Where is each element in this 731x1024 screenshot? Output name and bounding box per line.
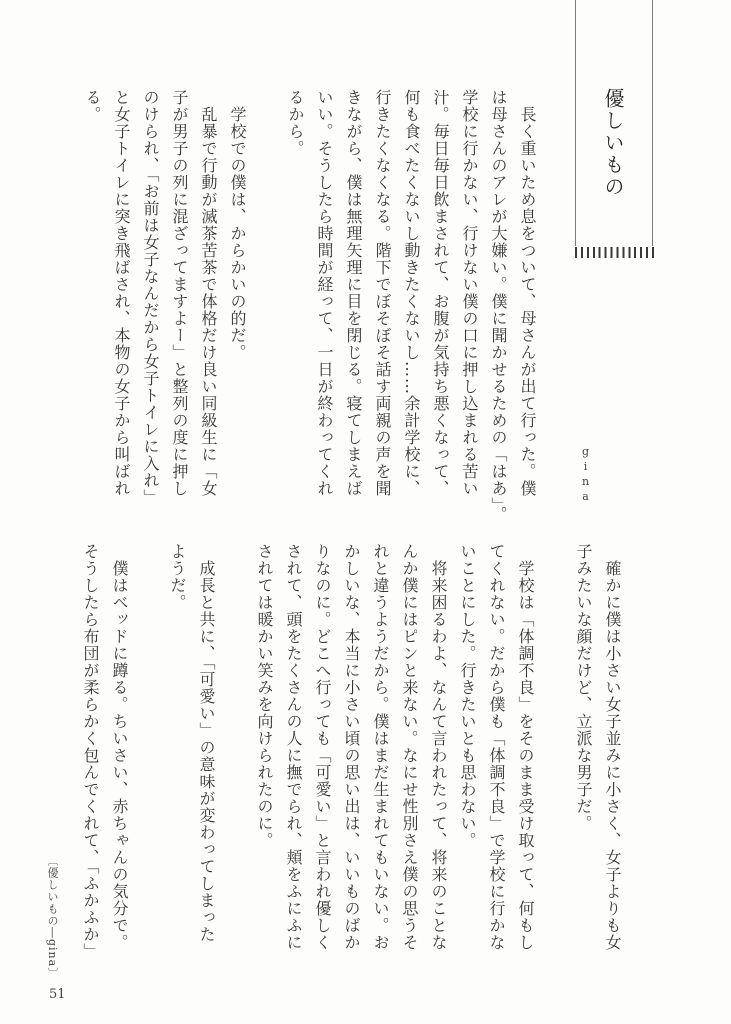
- text-line: は母さんのアレが大嫌い。僕に聞かせるための「はあ」。: [489, 89, 508, 523]
- text-line: されては暖かい笑みを向けられたのに。: [255, 543, 274, 849]
- text-line: 僕はベッドに蹲る。ちいさい、赤ちゃんの気分で。: [110, 543, 129, 951]
- title-fringe-decoration: [575, 247, 655, 258]
- text-line: 乱暴で行動が滅茶苦茶で体格だけ良い同級生に「女: [199, 89, 218, 497]
- text-line: 学校に行かない、行けない僕の口に押し込まれる苦い: [460, 89, 479, 497]
- text-line: 子みたいな顔だけど、立派な男子だ。: [574, 543, 593, 832]
- text-line: てくれない。だから僕も「体調不良」で学校に行かな: [487, 543, 506, 951]
- text-line: 子が男子の列に混ざってますよー」と整列の度に押し: [170, 89, 189, 497]
- text-line: 行きたくなくなる。階下でぼそぼそ話す両親の声を聞: [373, 89, 392, 497]
- blank-line: [252, 89, 281, 529]
- text-line: 将来困るわよ、なんて言われたって、将来のことな: [429, 543, 448, 951]
- text-line: れと違うようだから。僕はまだ生まれてもいない。お: [371, 543, 390, 951]
- text-line: りなのに。どこへ行っても「可愛い」と言われ優しく: [313, 543, 332, 951]
- text-line: 確かに僕は小さい女子並みに小さく、女子よりも女: [603, 543, 622, 951]
- page-number: 51: [49, 987, 66, 1002]
- text-line: と女子トイレに突き飛ばされ、本物の女子から叫ばれ: [112, 89, 131, 497]
- text-line: かしいな、本当に小さい頃の思い出は、いいものばか: [342, 543, 361, 951]
- author-name: gina: [579, 445, 592, 505]
- text-line: 汁。毎日毎日飲まされて、お腹が気持ち悪くなって、: [431, 89, 450, 497]
- text-line: きながら、僕は無理矢理に目を閉じる。寝てしまえば: [344, 89, 363, 497]
- text-line: されて、頭をたくさんの人に撫でられ、頬をふにふに: [284, 543, 303, 951]
- blank-line: [134, 543, 163, 983]
- text-line: いい。そうしたら時間が経って、一日が終わってくれ: [315, 89, 334, 497]
- running-head: 〔優しいもの―gina〕: [46, 855, 59, 980]
- text-bottom-tier: [75, 543, 627, 983]
- text-line: 学校での僕は、からかいの的だ。: [228, 89, 247, 361]
- text-line: んか僕にはピンと来ない。なにせ性別さえ僕の思うそ: [400, 543, 419, 951]
- blank-line: [221, 543, 250, 983]
- page-title: 優しいもの: [601, 88, 625, 198]
- text-line: ようだ。: [168, 543, 187, 611]
- text-line: いことにした。行きたいとも思わない。: [458, 543, 477, 849]
- text-line: 学校は「体調不良」をそのまま受け取って、何もし: [516, 543, 535, 951]
- text-line: のけられ、「お前は女子なんだから女子トイレに入れ」: [141, 89, 160, 506]
- text-line: る。: [83, 89, 102, 123]
- text-top-tier: [77, 89, 542, 529]
- text-line: 何も食べたくないし動きたくないし……余計学校に、: [402, 89, 421, 497]
- blank-line: [540, 543, 569, 983]
- text-line: るから。: [286, 89, 305, 157]
- text-line: そうしたら布団が柔らかく包んでくれて、「ふかふか」: [81, 543, 100, 960]
- text-line: 成長と共に、「可愛い」の意味が変わってしまった: [197, 543, 216, 943]
- text-line: 長く重いため息をついて、母さんが出て行った。僕: [518, 89, 537, 497]
